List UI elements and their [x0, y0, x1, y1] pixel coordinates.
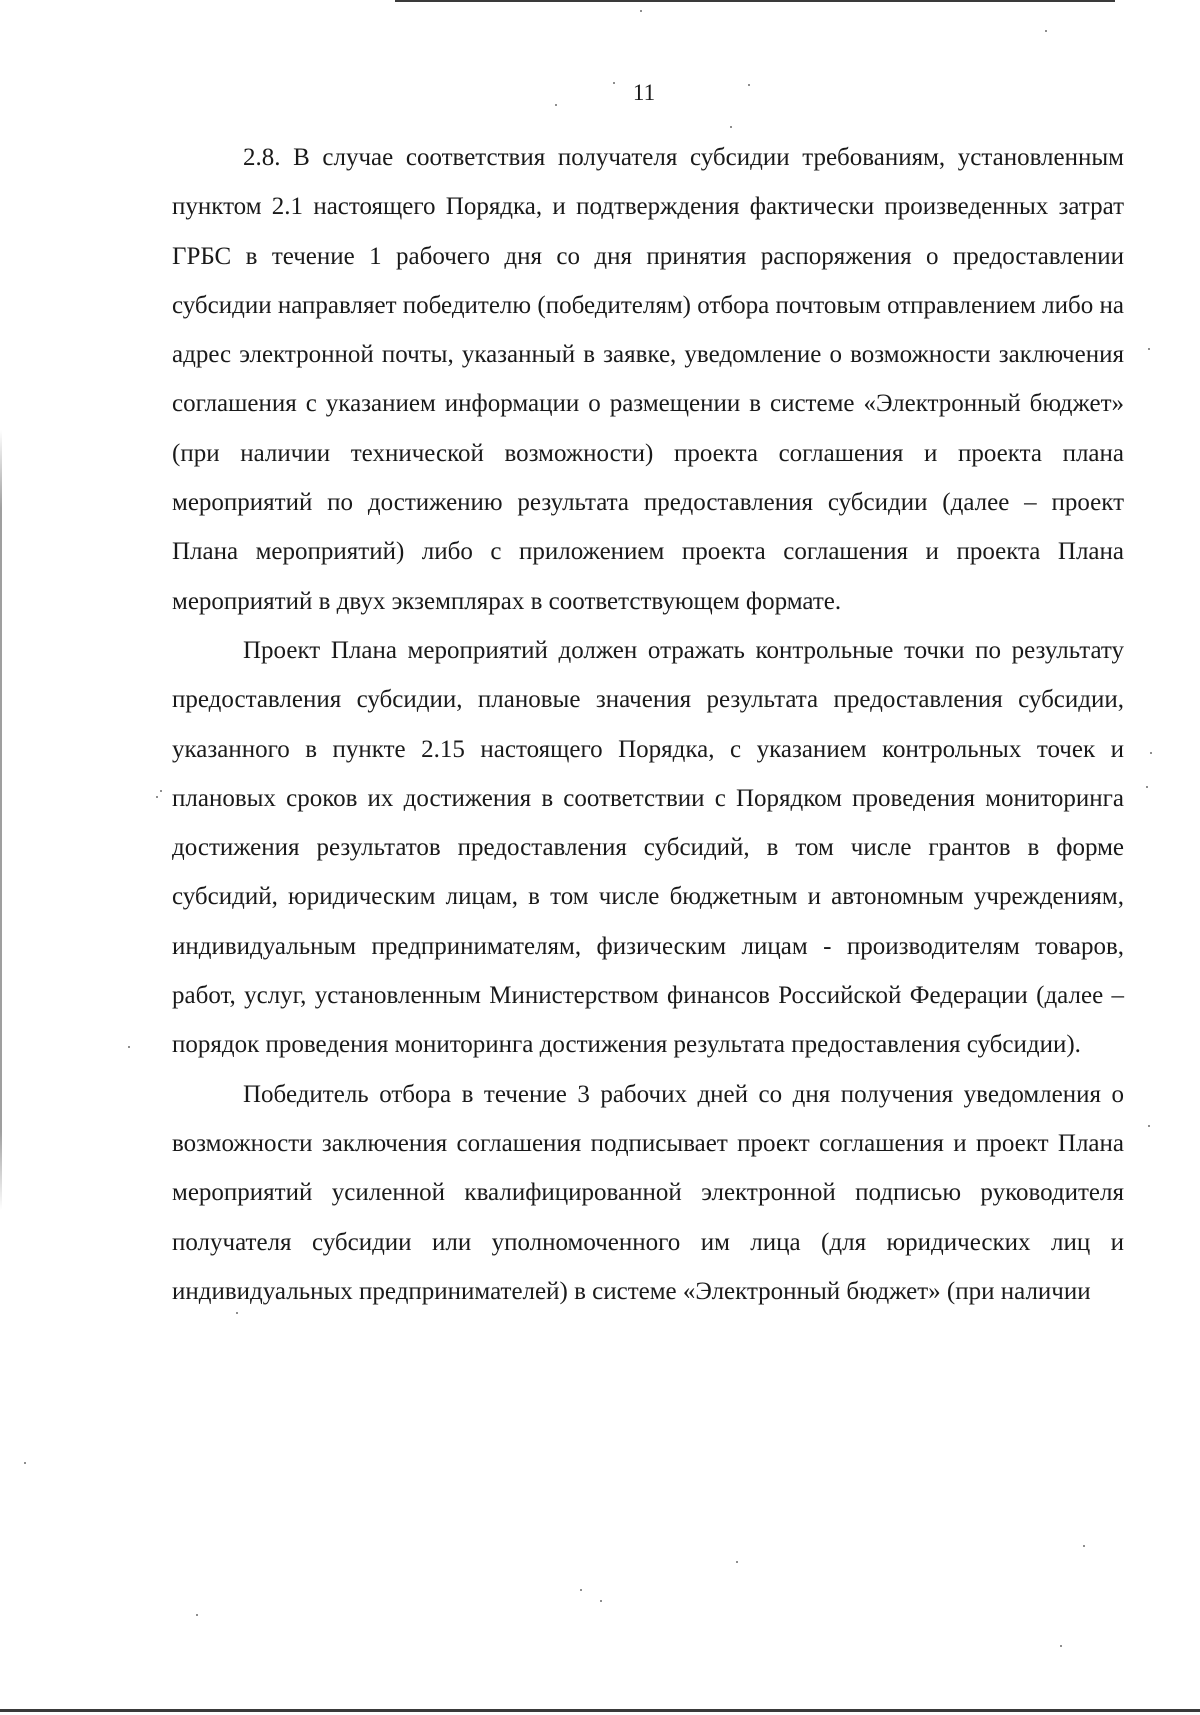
scan-speck — [1146, 786, 1148, 788]
scan-speck — [160, 790, 162, 792]
scan-speck — [196, 1614, 198, 1616]
scan-speck — [600, 1600, 602, 1602]
scan-border-left — [0, 430, 2, 1210]
scan-speck — [640, 10, 642, 12]
scan-speck — [128, 1046, 130, 1048]
page-number: 11 — [632, 80, 656, 105]
scan-speck — [1150, 752, 1152, 754]
document-body — [172, 133, 1124, 1316]
paragraph-2-8: 2.8. В случае соответствия получателя субсидии требованиям, установленным пунктом 2.1 настоящего Порядка, и подтверждения фактически произведенных затрат ГРБС в течение 1 рабочего дня со дня принятия распоряжения о предоставлении субсидии направляет победителю (победителям) отбора почтовым отправлением либо на адрес электронной почты, указанный в заявке, уведомление о возможности заключения соглашения с указанием информации о размещении в системе «Электронный бюджет» (при наличии технической возможности) проекта соглашения и проекта плана мероприятий по достижению результата предоставления субсидии (далее – проект Плана мероприятий) либо с приложением проекта соглашения и проекта Плана мероприятий в двух экземплярах в соответствующем формате. — [172, 144, 1124, 615]
scan-speck — [730, 126, 732, 128]
paragraph-winner-signing: Победитель отбора в течение 3 рабочих дней со дня получения уведомления о возможности заключения соглашения подписывает проект соглашения и проект Плана мероприятий усиленной квалифицированной электронной подписью руководителя получателя субсидии или уполномоченного им лица (для юридических лиц и индивидуальных предпринимателей) в системе «Электронный бюджет» (при наличии — [172, 1080, 1124, 1305]
scan-speck — [736, 1561, 738, 1563]
scan-speck — [1060, 1645, 1062, 1647]
scan-speck — [580, 1589, 582, 1591]
scan-border-top — [395, 0, 1115, 2]
scan-speck — [24, 1462, 26, 1464]
scan-speck — [1148, 348, 1150, 350]
scan-border-bottom — [0, 1709, 1200, 1712]
scan-speck — [1148, 1125, 1150, 1127]
scan-speck — [1045, 30, 1047, 32]
scan-speck — [1083, 1545, 1085, 1547]
scan-speck — [156, 796, 158, 798]
paragraph-plan-requirements: Проект Плана мероприятий должен отражать контрольные точки по результату предоставления субсидии, плановые значения результата предоставления субсидии, указанного в пункте 2.15 настоящего Порядка, с указанием контрольных точек и плановых сроков их достижения в соответствии с Порядком проведения мониторинга достижения результатов предоставления субсидий, в том числе грантов в форме субсидий, юридическим лицам, в том числе бюджетным и автономным учреждениям, индивидуальным предпринимателям, физическим лицам - производителям товаров, работ, услуг, установленным Министерством финансов Российской Федерации (далее – порядок проведения мониторинга достижения результата предоставления субсидии). — [172, 636, 1124, 1059]
